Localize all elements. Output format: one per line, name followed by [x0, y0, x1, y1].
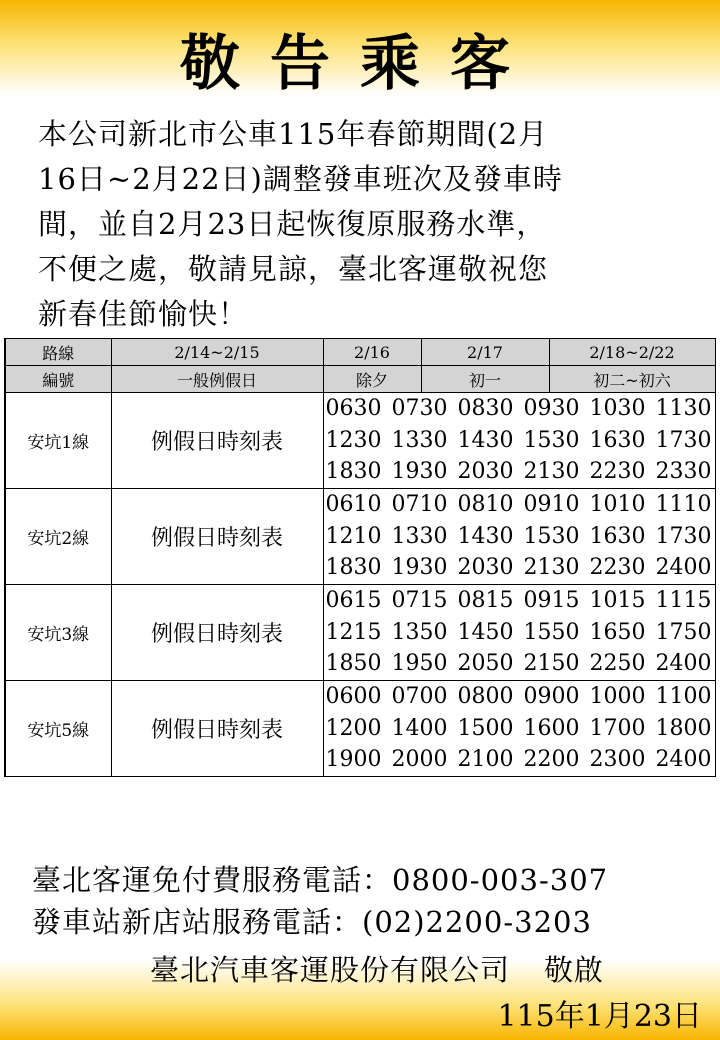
departure-time: 1930: [391, 555, 448, 581]
closing-text: 敬啟: [544, 953, 605, 987]
departure-times: [323, 585, 715, 681]
table-row: [5, 681, 715, 777]
departure-time: 1215: [325, 619, 382, 645]
departure-time: 2400: [655, 747, 712, 773]
time-line: [326, 521, 715, 553]
departure-time: 0700: [391, 684, 448, 710]
departure-time: 1550: [523, 619, 580, 645]
departure-time: 2030: [457, 459, 514, 485]
departure-time: 1930: [391, 459, 448, 485]
departure-time: 1800: [655, 715, 712, 741]
schedule-table: [4, 338, 716, 777]
header-col-date: 2/18~2/22: [549, 339, 715, 366]
header-col-date: 2/16: [323, 339, 421, 366]
header-col-date: 2/17: [421, 339, 549, 366]
departure-time: 1830: [325, 555, 382, 581]
departure-times: [323, 393, 715, 489]
header-route-label: 編號: [5, 366, 111, 393]
time-line: [326, 617, 715, 649]
departure-time: 1000: [589, 684, 646, 710]
departure-time: 1850: [325, 651, 382, 677]
time-line: [326, 425, 715, 457]
time-line: [326, 585, 715, 617]
time-line: [326, 552, 715, 584]
header-col-label: 初一: [421, 366, 549, 393]
departure-time: 1010: [589, 492, 646, 518]
departure-time: 1400: [391, 715, 448, 741]
departure-time: 1330: [391, 523, 448, 549]
departure-time: 0900: [523, 684, 580, 710]
notice-line: 16日~2月22日)調整發車班次及發車時: [38, 162, 563, 196]
departure-time: 1030: [589, 396, 646, 422]
departure-time: 2030: [457, 555, 514, 581]
departure-time: 1700: [589, 715, 646, 741]
departure-times: [323, 489, 715, 585]
departure-time: 1630: [589, 523, 646, 549]
departure-time: 1210: [325, 523, 382, 549]
notice-line: 不便之處，敬請見諒，臺北客運敬祝您: [38, 252, 549, 286]
table-row: [5, 393, 715, 489]
departure-time: 1100: [655, 684, 712, 710]
departure-time: 0830: [457, 396, 514, 422]
departure-time: 0915: [523, 588, 580, 614]
departure-time: 2230: [589, 459, 646, 485]
departure-time: 0800: [457, 684, 514, 710]
departure-time: 0910: [523, 492, 580, 518]
departure-time: 0810: [457, 492, 514, 518]
departure-time: 2050: [457, 651, 514, 677]
notice-date: 115年1月23日: [497, 999, 702, 1034]
departure-time: 1900: [325, 747, 382, 773]
header-route-label: 路線: [5, 339, 111, 366]
departure-time: 1230: [325, 427, 382, 453]
departure-time: 0630: [325, 396, 382, 422]
departure-time: 1015: [589, 588, 646, 614]
departure-time: 1630: [589, 427, 646, 453]
departure-time: 0615: [325, 588, 382, 614]
schedule-type: 例假日時刻表: [111, 585, 323, 681]
departure-time: 1430: [457, 427, 514, 453]
table-row: [5, 489, 715, 585]
departure-time: 1650: [589, 619, 646, 645]
departure-time: 2230: [589, 555, 646, 581]
time-line: [326, 456, 715, 488]
departure-time: 1730: [655, 427, 712, 453]
route-name: 安坑2線: [5, 489, 111, 585]
departure-time: 2330: [655, 459, 712, 485]
departure-time: 1530: [523, 523, 580, 549]
departure-time: 0610: [325, 492, 382, 518]
departure-time: 2130: [523, 459, 580, 485]
schedule-type: 例假日時刻表: [111, 489, 323, 585]
time-line: [326, 744, 715, 776]
route-name: 安坑3線: [5, 585, 111, 681]
header-col-date: 2/14~2/15: [111, 339, 323, 366]
departure-time: 0730: [391, 396, 448, 422]
time-line: [326, 681, 715, 713]
departure-time: 1130: [655, 396, 712, 422]
departure-time: 0710: [391, 492, 448, 518]
company-signature: [150, 950, 604, 990]
route-name: 安坑5線: [5, 681, 111, 777]
departure-time: 2250: [589, 651, 646, 677]
page-title: 敬告乘客: [180, 29, 540, 99]
hotline-text: 臺北客運免付費服務電話：0800-003-307: [32, 863, 609, 897]
departure-time: 0600: [325, 684, 382, 710]
departure-time: 0930: [523, 396, 580, 422]
time-line: [326, 393, 715, 425]
table-row: [5, 585, 715, 681]
departure-time: 2150: [523, 651, 580, 677]
schedule-type: 例假日時刻表: [111, 393, 323, 489]
departure-time: 2300: [589, 747, 646, 773]
departure-time: 0815: [457, 588, 514, 614]
departure-time: 1330: [391, 427, 448, 453]
notice-line: 間，並自2月23日起恢復原服務水準，: [38, 207, 547, 241]
departure-time: 1110: [655, 492, 712, 518]
departure-time: 1750: [655, 619, 712, 645]
departure-time: 1200: [325, 715, 382, 741]
schedule-type: 例假日時刻表: [111, 681, 323, 777]
station-phone-text: 發車站新店站服務電話：(02)2200-3203: [32, 905, 592, 939]
departure-time: 1500: [457, 715, 514, 741]
departure-time: 2400: [655, 555, 712, 581]
header-col-label: 除夕: [323, 366, 421, 393]
departure-time: 1530: [523, 427, 580, 453]
departure-time: 1115: [655, 588, 712, 614]
departure-time: 2400: [655, 651, 712, 677]
departure-time: 1350: [391, 619, 448, 645]
notice-line: 新春佳節愉快！: [38, 297, 249, 331]
departure-time: 2130: [523, 555, 580, 581]
departure-time: 1430: [457, 523, 514, 549]
departure-time: 2100: [457, 747, 514, 773]
header-col-label: 一般例假日: [111, 366, 323, 393]
departure-times: [323, 681, 715, 777]
departure-time: 1830: [325, 459, 382, 485]
departure-time: 2000: [391, 747, 448, 773]
departure-time: 2200: [523, 747, 580, 773]
header-col-label: 初二~初六: [549, 366, 715, 393]
departure-time: 1950: [391, 651, 448, 677]
time-line: [326, 489, 715, 521]
departure-time: 0715: [391, 588, 448, 614]
notice-line: 本公司新北市公車115年春節期間(2月: [38, 117, 549, 151]
time-line: [326, 648, 715, 680]
departure-time: 1730: [655, 523, 712, 549]
route-name: 安坑1線: [5, 393, 111, 489]
company-name: 臺北汽車客運股份有限公司: [150, 953, 511, 987]
notice-text: [38, 112, 698, 337]
departure-time: 1600: [523, 715, 580, 741]
departure-time: 1450: [457, 619, 514, 645]
time-line: [326, 713, 715, 745]
